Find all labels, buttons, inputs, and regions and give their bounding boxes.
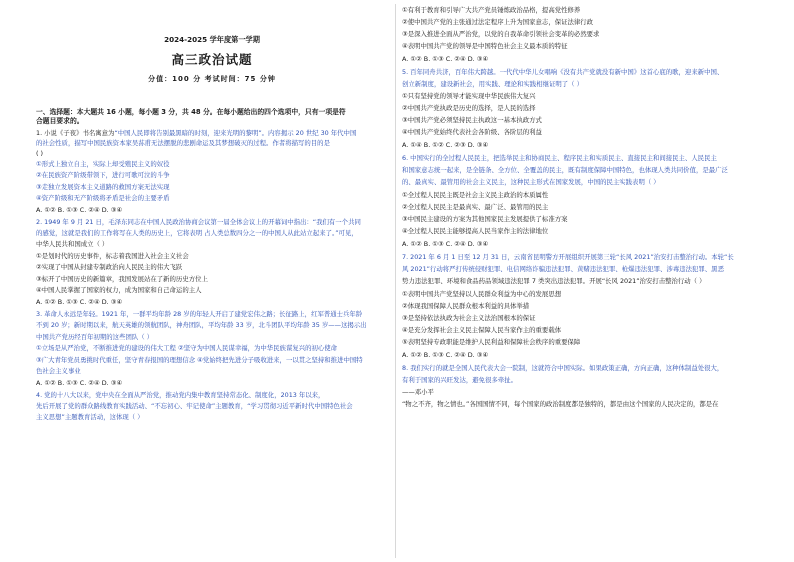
- text-line: [402, 116, 542, 124]
- text-segment: ③是深入推进全面从严治党，以党的自我革命引领社会变革的必然要求: [402, 30, 600, 38]
- text-segment: ①形式上独立自主，实际上却受殖民主义的奴役: [36, 160, 170, 168]
- text-segment: ——邓小平: [402, 388, 434, 396]
- text-line: [402, 388, 434, 396]
- text-line: [402, 178, 660, 186]
- exam-title: 高三政治试题: [171, 52, 253, 67]
- text-line: [402, 302, 529, 310]
- text-segment: 创立新制度，建设新社会，用实践、理论和实践相继证明了（ ）: [402, 80, 583, 88]
- text-segment: 的、最真实、最管用的社会主义民主，这种民主形式在国家发展，中国的民主实践表明（ ）: [402, 178, 660, 186]
- text-line: [36, 333, 153, 341]
- text-segment: ④资产阶级和无产阶级将矛盾是社会的主要矛盾: [36, 194, 170, 202]
- text-segment: “中国人民即将告别最黑暗的时刻，迎来光明的黎明”。内容揭示 20 世纪 30 年代中国: [114, 129, 357, 137]
- text-line: [36, 321, 367, 329]
- text-segment: 和国家意志统一起来，是全链条、全方位、全覆盖的民主，既有制度保障中国特色，也体现人类共同价值，是最广泛: [402, 166, 728, 174]
- text-line: [36, 117, 84, 125]
- text-segment: ②全过程人民民主是最真实、最广泛、最管用的民主: [402, 203, 549, 211]
- text-line: [402, 141, 488, 149]
- text-segment: ④是充分发挥社会主义民主保障人民当家作主的重要载体: [402, 326, 562, 334]
- text-line: [36, 275, 208, 283]
- text-segment: 合题目要求的。: [36, 117, 84, 125]
- text-line: [402, 80, 583, 88]
- text-line: [402, 277, 705, 285]
- text-line: [36, 252, 189, 260]
- text-line: [402, 364, 723, 372]
- text-line: [402, 290, 561, 298]
- text-segment: ①有利于教育和引导广大共产党员锤炼政治品格，提高党性修养: [402, 6, 581, 14]
- text-line: [36, 263, 182, 271]
- text-segment: A. ①② B. ①③ C. ②④ D. ③④: [36, 298, 123, 306]
- text-line: [36, 367, 81, 375]
- text-segment: 一、选择题：本大题共 16 小题，每小题 3 分，共 48 分。在每小题给出的四个选项中，只有一项是符: [36, 108, 346, 116]
- text-line: [36, 391, 324, 399]
- text-segment: 中国共产党历经百年初期的这些团队（ ）: [36, 333, 154, 341]
- text-line: [402, 314, 536, 322]
- text-line: [36, 229, 358, 237]
- text-line: [402, 253, 734, 261]
- text-line: [36, 286, 202, 294]
- text-line: [402, 18, 593, 26]
- text-segment: ③中国共产党必须坚持民主执政这一基本执政方式: [402, 116, 542, 124]
- text-segment: 1. 小说《子夜》书名寓意为: [36, 129, 115, 137]
- text-line: [36, 194, 170, 202]
- text-line: [402, 68, 723, 76]
- text-segment: A. ①④ B. ①② C. ②③ D. ③④: [402, 141, 489, 149]
- text-segment: 先后开展了党的群众路线教育实践活动、“不忘初心、牢记使命”主题教育，“学习贯彻习近平新时代中国特色社会: [36, 402, 353, 410]
- text-line: [402, 128, 542, 136]
- text-line: [402, 30, 599, 38]
- text-segment: 不到 20 岁；新时期以来，航天英雄的领航团队，神舟团队，平均年龄 33 岁，北斗团队平均年龄 35 岁——这揭示出: [36, 321, 367, 329]
- text-segment: ①表明中国共产党坚持以人民群众利益为中心的发展思想: [402, 290, 562, 298]
- text-line: [402, 104, 536, 112]
- text-line: [36, 218, 361, 226]
- text-line: [36, 402, 353, 410]
- text-line: [36, 108, 346, 116]
- text-line: [36, 129, 356, 137]
- text-segment: A. ①② B. ①③ C. ②④ D. ③④: [402, 240, 489, 248]
- text-line: [402, 376, 517, 384]
- text-segment: ②体现我国保障人民群众根本利益的具体举措: [402, 302, 530, 310]
- text-segment: 6. 中国实行的全过程人民民主，把选举民主和协商民主、程序民主和实质民主、直接民主和间接民主、人民民主: [402, 154, 717, 162]
- text-segment: ②实现了中国从封建专制政治向人民民主的伟大飞跃: [36, 263, 183, 271]
- text-line: [36, 379, 122, 387]
- text-line: [36, 206, 122, 214]
- text-line: [36, 171, 170, 179]
- text-segment: 2. 1949 年 9 月 21 日，毛泽东同志在中国人民政治协商会议第一届全体会议上的开幕词中指出：“我们有一个共同: [36, 218, 361, 226]
- text-line: [36, 160, 170, 168]
- text-segment: A. ①② B. ①③ C. ②④ D. ③④: [402, 55, 489, 63]
- text-line: [402, 326, 561, 334]
- text-segment: 5. 百年同舟共济，百年伟大跨越。一代代中华儿女唱响《没有共产党就没有新中国》这首心底的歌，迎来新中国、: [402, 68, 724, 76]
- text-line: [402, 166, 728, 174]
- text-line: [402, 92, 536, 100]
- text-segment: ①是划时代的历史事件，标志着我国进入社会主义社会: [36, 252, 189, 260]
- text-segment: ①立场是从严治党，不断推进党的建设的伟大工程 ②坚守为中国人民谋幸福，为中华民族谋复兴的初心使命: [36, 344, 338, 352]
- text-line: [402, 6, 580, 14]
- text-segment: 中华人民共和国成立（ ）: [36, 240, 109, 248]
- text-segment: ④全过程人民民主能够提高人民当家作主的法律地位: [402, 227, 549, 235]
- text-segment: ③中国民主建设的方案为其他国家民主发展提供了标准方案: [402, 215, 568, 223]
- text-line: [36, 310, 362, 318]
- text-segment: ②在民族资产阶级带领下，进行可歌可泣的斗争: [36, 171, 170, 179]
- text-segment: 主义思想”主题教育活动，这体现（ ）: [36, 413, 144, 421]
- text-segment: 3. 革命人永远是年轻。1921 年，一群平均年龄 28 岁的年轻人开启了建党宏伟之路；长征路上，红军普通士兵年龄: [36, 310, 363, 318]
- text-segment: ①全过程人民民主既是社会主义民主政治的本质属性: [402, 191, 549, 199]
- text-segment: A. ①② B. ①③ C. ②④ D. ③④: [402, 351, 489, 359]
- text-segment: 4. 党的十八大以来，党中央在全面从严治党，推动党内集中教育坚持常态化、制度化，2013 年以来，: [36, 391, 325, 399]
- text-line: [402, 240, 488, 248]
- text-line: [402, 351, 488, 359]
- text-line: [402, 338, 580, 346]
- exam-meta: 分值：100 分 考试时间：75 分钟: [148, 75, 276, 83]
- text-segment: 8. 我们实行的就是全国人民代表大会一院制，这就符合中国实际。如果政策正确，方向正确，这种体制益处很大，: [402, 364, 724, 372]
- text-segment: 7. 2021 年 6 月 1 日至 12 月 31 日，云南省昆明警方开展组织开展第三轮“长风 2021”治安打击整治行动。本轮“长: [402, 253, 734, 261]
- text-segment: A. ①② B. ①③ C. ②④ D. ③④: [36, 379, 123, 387]
- text-line: [402, 42, 568, 50]
- text-line: [36, 139, 330, 147]
- text-segment: ④中国共产党始终代表社会各阶级、各阶层的利益: [402, 128, 542, 136]
- text-line: [36, 356, 363, 364]
- text-segment: ④表明中国共产党的领导是中国特色社会主义最本质的特征: [402, 42, 568, 50]
- text-segment: ④中国人民掌握了国家的权力，成为国家和自己命运的主人: [36, 286, 202, 294]
- text-segment: ⑤表明坚持专政职能是维护人民利益和保障社会秩序的重要保障: [402, 338, 581, 346]
- text-line: [36, 298, 122, 306]
- text-segment: 色社会主义事业: [36, 367, 81, 375]
- text-line: [402, 55, 488, 63]
- text-segment: ③标开了中国历史的新篇章，我国发展站在了新的历史方位上: [36, 275, 208, 283]
- text-line: [36, 344, 337, 352]
- text-segment: 风 2021”行动将严打传统侵财犯罪、电信网络诈骗违法犯罪、黄赌违法犯罪、枪爆违法犯罪、涉毒违法犯罪、黑恶: [402, 265, 724, 273]
- text-line: [402, 227, 548, 235]
- exam-term: 2024-2025 学年度第一学期: [164, 35, 260, 44]
- text-line: [36, 149, 43, 157]
- text-segment: 有利于国家的兴旺发达，避免很多牵扯。: [402, 376, 518, 384]
- text-segment: A. ①② B. ①③ C. ②④ D. ③④: [36, 206, 123, 214]
- text-segment: ②中国共产党执政是历史的选择，是人民的选择: [402, 104, 536, 112]
- text-line: [402, 400, 719, 408]
- text-segment: 的感觉，这就是我们的工作将写在人类的历史上，它将表明 占人类总数四分之一的中国人从此站立起来了。”可见，: [36, 229, 358, 237]
- text-segment: ①只有坚持党的领导才能实现中华民族伟大复兴: [402, 92, 536, 100]
- text-line: [36, 413, 144, 421]
- text-segment: ③是坚持依法执政为社会主义法治国根本的保证: [402, 314, 536, 322]
- column-divider: [395, 4, 396, 558]
- text-line: [402, 203, 548, 211]
- text-segment: 的社会性质，描写中国民族资本家吴荪甫无法摆脱的悲剧命运及其梦想破灭的过程。作者将描写的目的是: [36, 139, 330, 147]
- text-line: [402, 215, 568, 223]
- text-segment: ③广大青年党员勇挑时代重任，坚守青春报国的理想信念 ④党始终把先进分子吸收进来，一以贯之坚持和推进中国特: [36, 356, 363, 364]
- text-line: [36, 240, 108, 248]
- text-segment: ③走独立发展资本主义道路的救国方案无法实现: [36, 183, 170, 191]
- text-segment: “物之不齐，物之情也。”各国国情不同，每个国家的政治制度都是独特的，都是由这个国家的人民决定的，都是在: [402, 400, 719, 408]
- text-line: [402, 265, 724, 273]
- text-segment: ( ): [36, 149, 44, 157]
- text-segment: 势力违法犯罪、环境和食品药品领域违法犯罪 7 类突出违法犯罪。开展“长风 2021”治安打击整治行动（ ）: [402, 277, 706, 285]
- text-line: [402, 191, 548, 199]
- text-line: [36, 183, 170, 191]
- text-segment: ②使中国共产党的主张通过法定程序上升为国家意志，保证法律行政: [402, 18, 594, 26]
- text-line: [402, 154, 717, 162]
